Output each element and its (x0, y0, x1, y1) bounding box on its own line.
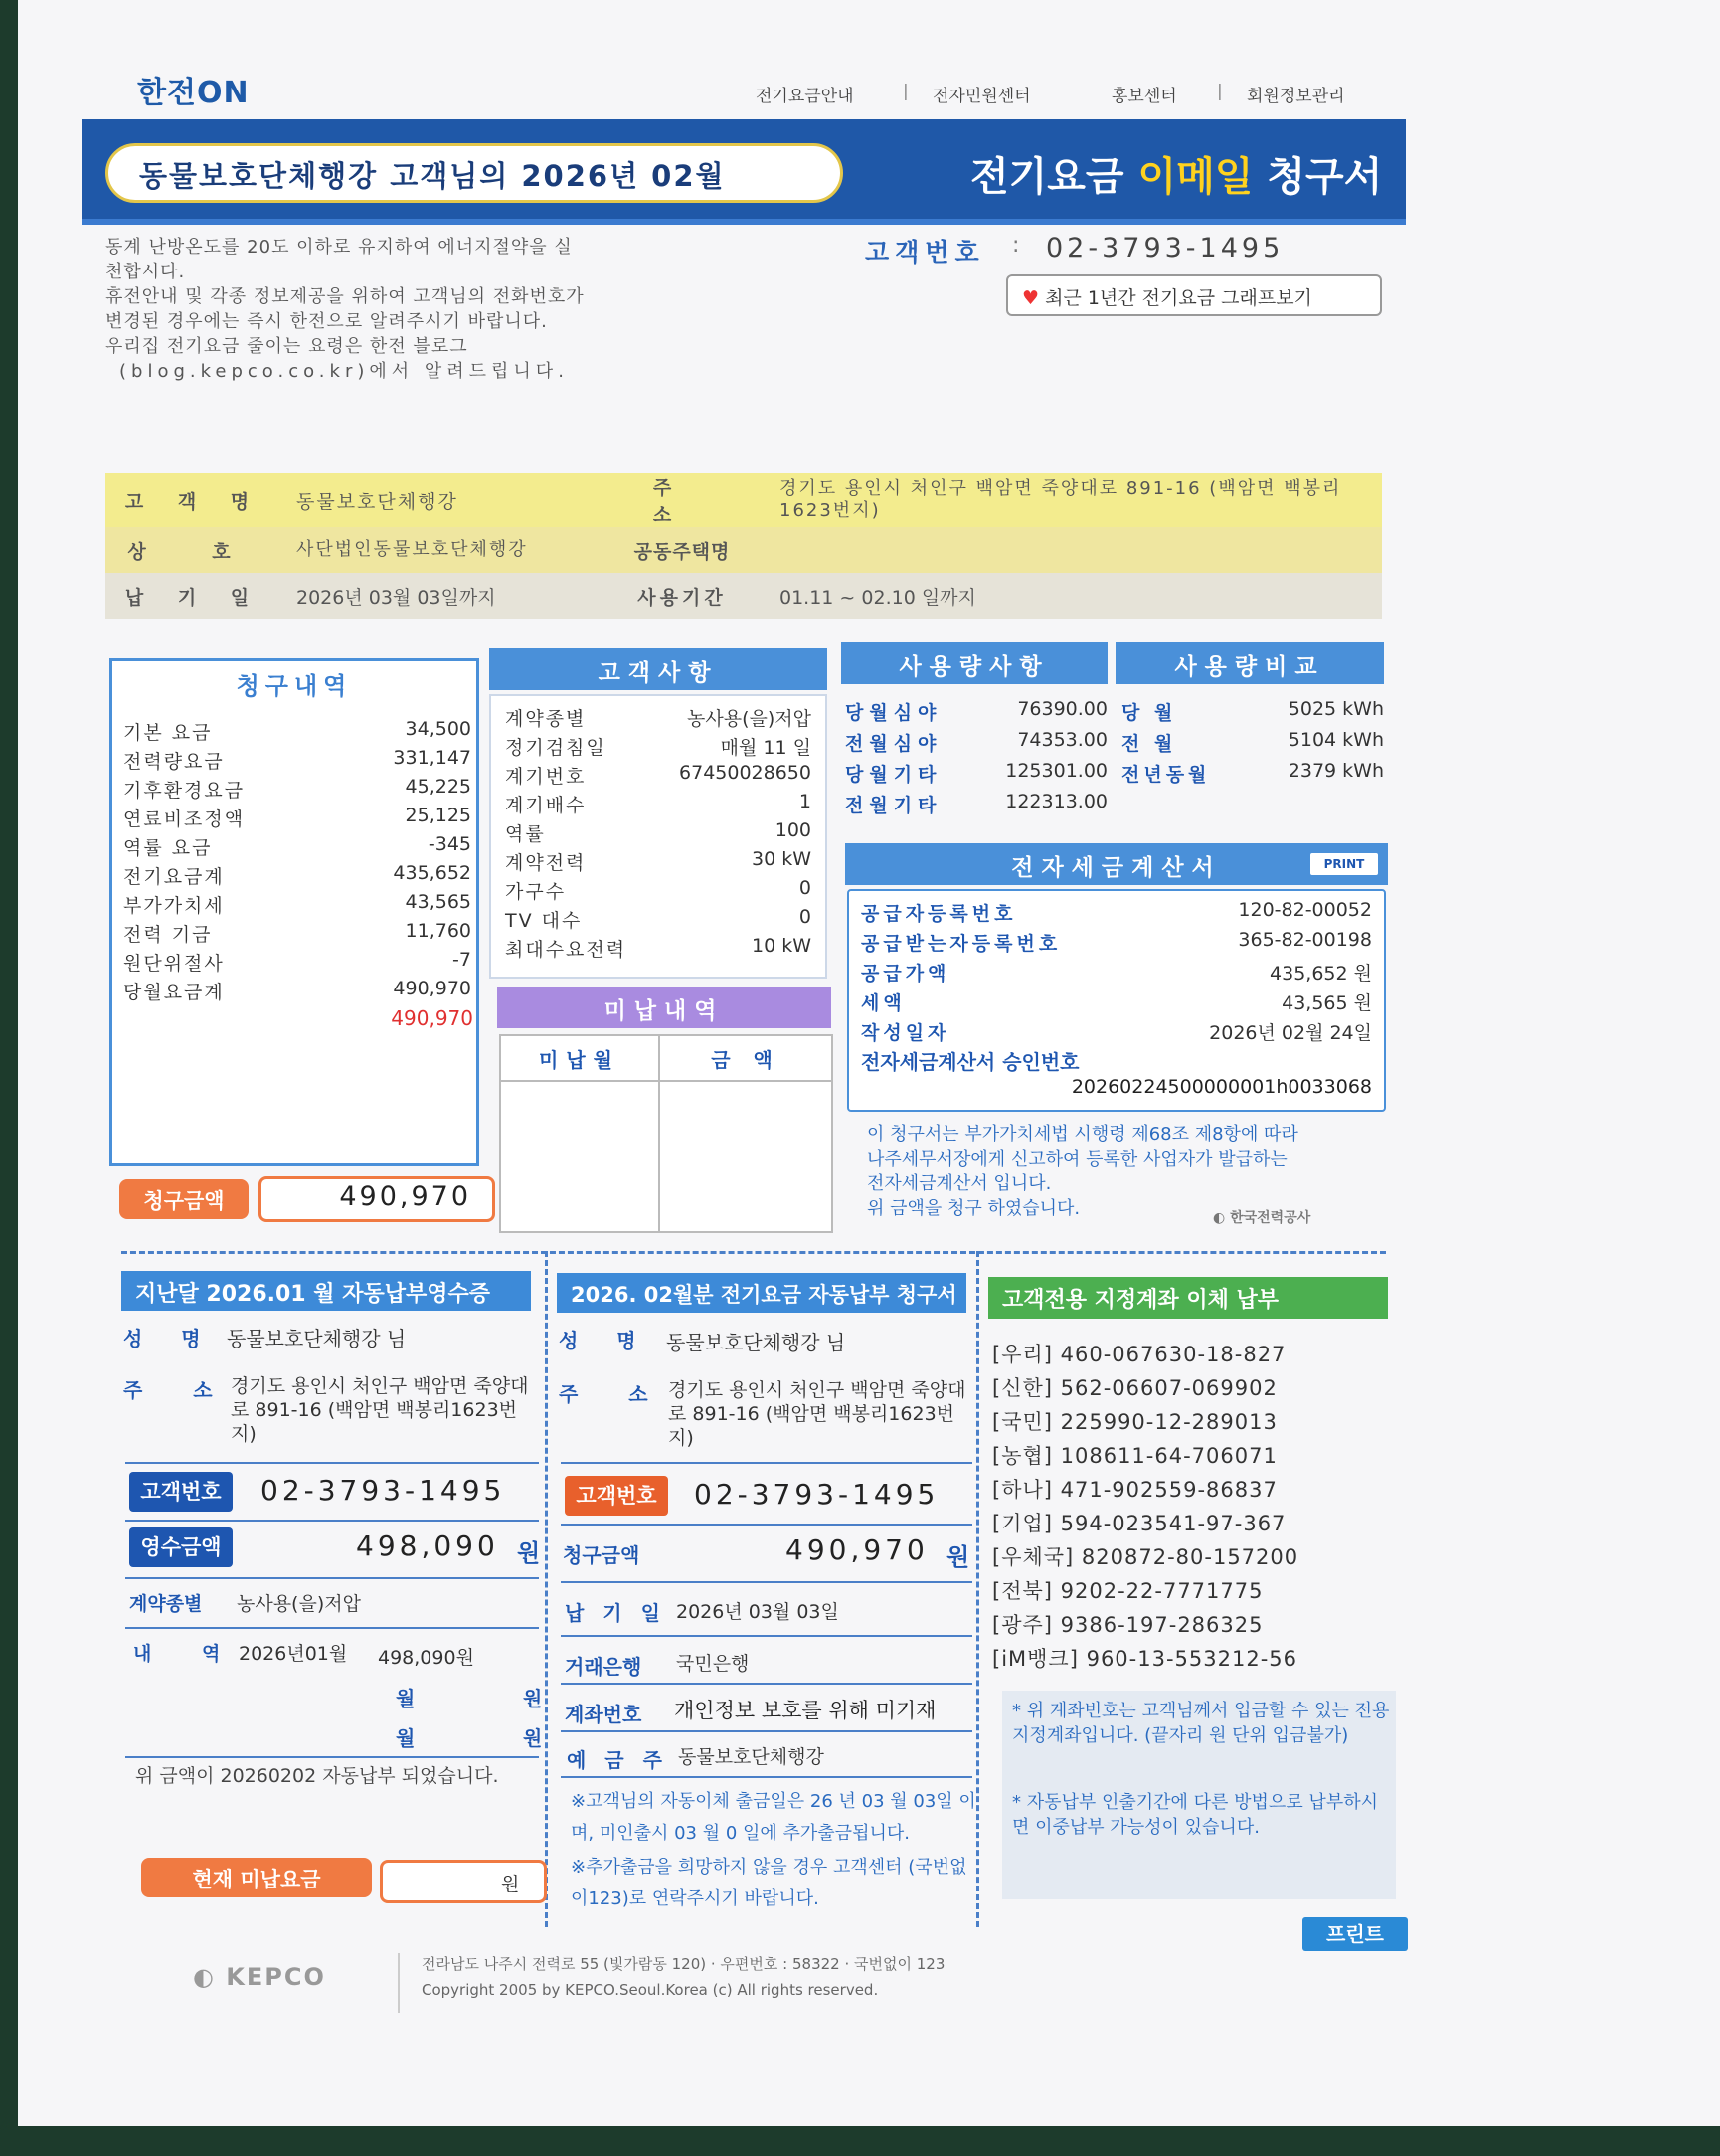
tax-note-line: 이 청구서는 부가가치세법 시행령 제68조 제8항에 따라 (867, 1124, 1298, 1145)
compare-value: 5104 kWh (1288, 729, 1384, 751)
customer-info-row (505, 819, 811, 845)
customer-info-row (505, 935, 811, 961)
tax-label: 공급가액 (861, 963, 950, 985)
charge-value: -7 (452, 949, 471, 971)
bill-title-email: 이메일 (1137, 154, 1254, 200)
bill-sheet (18, 0, 1720, 2126)
autopay-bill-label: 청구금액 (563, 1543, 640, 1567)
account-number: [전북] 9202-22-7771775 (992, 1579, 1264, 1603)
cut-line (121, 1251, 1386, 1254)
charge-label: 전력량요금 (123, 751, 225, 773)
accounts-note-2: * 자동납부 인출기간에 다른 방법으로 납부하시면 이중납부 가능성이 있습니다. (1012, 1792, 1378, 1838)
tax-value: 2026년 02월 24일 (1209, 1022, 1372, 1044)
customer-info-value: 67450028650 (679, 762, 811, 784)
receipt-amount-label: 영수금액 (129, 1527, 233, 1567)
charge-label: 역률 요금 (123, 837, 213, 859)
tax-row (861, 929, 1372, 955)
current-unpaid-won: 원 (501, 1874, 520, 1895)
tax-value: 43,565 원 (1282, 992, 1372, 1014)
usage-value: 76390.00 (1017, 698, 1108, 720)
charge-row (123, 862, 471, 888)
receipt-extra-won: 원 (523, 1726, 543, 1750)
kepco-footer-logo (193, 1963, 326, 1991)
tax-invoice-title: 전자세금계산서 (845, 843, 1388, 885)
compare-label: 전 월 (1121, 733, 1177, 755)
usage-row (845, 791, 1108, 816)
tax-value: 120-82-00052 (1238, 899, 1372, 921)
charge-value: 11,760 (405, 920, 471, 942)
compare-row (1121, 760, 1384, 786)
kepco-mark-icon: ◐ (193, 1963, 227, 1991)
autopay-note-2: ※추가출금을 희망하지 않을 경우 고객센터 (국번없이123)로 연락주시기 바랍니다. (571, 1857, 967, 1909)
charge-row (123, 920, 471, 946)
charge-label: 전기요금계 (123, 866, 225, 888)
compare-value: 2379 kWh (1288, 760, 1384, 782)
divider (125, 1462, 539, 1464)
compare-label: 당 월 (1121, 702, 1177, 724)
unpaid-amount-header: 금 액 (711, 1048, 780, 1072)
autopay-name-label: 성 명 (559, 1329, 652, 1352)
accounts-title: 고객전용 지정계좌 이체 납부 (988, 1277, 1388, 1319)
customer-info-row (505, 733, 811, 759)
charge-value: 25,125 (405, 805, 471, 826)
footer-address: 전라남도 나주시 전력로 55 (빛가람동 120) · 우편번호 : 58322 · 국번없이 123 (422, 1955, 946, 1973)
kepco-mark-icon: ◐ (1213, 1210, 1231, 1226)
heart-icon: ♥ (1022, 287, 1040, 309)
customer-info-row (505, 906, 811, 932)
charges-total-red: 490,970 (391, 1006, 473, 1030)
notice-text (105, 235, 762, 384)
nav-pr-center[interactable]: 홍보센터 (1112, 87, 1177, 106)
charge-row (123, 776, 471, 802)
customer-info-value: 1 (798, 791, 811, 812)
charge-row (123, 805, 471, 830)
usage-period: 01.11 ~ 02.10 일까지 (766, 573, 1382, 619)
name-label: 고 객 명 (105, 473, 282, 527)
nav-divider: | (903, 82, 909, 101)
customer-info-value: 농사용(을)저압 (687, 708, 811, 730)
customer-name: 동물보호단체행강 (282, 473, 599, 527)
customer-info-label: 역률 (505, 823, 546, 845)
footer-copyright: Copyright 2005 by KEPCO.Seoul.Korea (c) All rights reserved. (422, 1981, 879, 1999)
customer-info-label: 최대수요전력 (505, 939, 627, 961)
customer-info-value: 매월 11 일 (720, 737, 811, 759)
receipt-won: 원 (517, 1539, 541, 1567)
charge-value: 34,500 (405, 718, 471, 740)
approval-number: 20260224500000001h0033068 (1071, 1076, 1372, 1098)
customer-no-label: 고객번호 (865, 238, 985, 267)
nav-divider: | (1217, 82, 1223, 101)
notice-line: 동계 난방온도를 20도 이하로 유지하여 에너지절약을 실 (105, 237, 573, 258)
receipt-extra-month: 월 (396, 1687, 416, 1710)
charge-row (123, 891, 471, 917)
usage-value: 125301.00 (1005, 760, 1108, 782)
charge-row (123, 718, 471, 744)
customer-info-label: 계약전력 (505, 852, 587, 874)
customer-info-row (505, 762, 811, 788)
charge-value: 435,652 (393, 862, 471, 884)
kepco-footer-name: KEPCO (226, 1963, 326, 1991)
divider (125, 1577, 539, 1579)
bill-title (970, 145, 1382, 202)
autopay-bank: 국민은행 (676, 1653, 750, 1675)
nav-member-info[interactable]: 회원정보관리 (1247, 87, 1345, 106)
charge-label: 원단위절사 (123, 953, 225, 975)
tax-label: 작성일자 (861, 1022, 950, 1044)
customer-info-value: 30 kW (751, 848, 811, 870)
charge-value: 43,565 (405, 891, 471, 913)
customer-no-sep: : (1012, 233, 1020, 258)
charge-value: -345 (428, 833, 471, 855)
usage-label: 당월심야 (845, 702, 943, 724)
customer-address: 경기도 용인시 처인구 백암면 죽양대로 891-16 (백암면 백봉리1623번지) (766, 473, 1382, 527)
address-label: 주 소 (599, 473, 766, 527)
divider (561, 1730, 972, 1732)
customer-info-value: 100 (774, 819, 811, 841)
divider (561, 1683, 972, 1685)
bill-amount-value: 490,970 (339, 1181, 471, 1212)
autopay-account: 개인정보 보호를 위해 미기재 (674, 1699, 937, 1722)
tax-note-line: 전자세금계산서 입니다. (867, 1173, 1052, 1194)
due-date: 2026년 03월 03일까지 (282, 573, 599, 619)
customer-info-label: 가구수 (505, 881, 567, 903)
charge-value: 45,225 (405, 776, 471, 798)
autopay-holder-label: 예 금 주 (567, 1748, 668, 1772)
tax-note (867, 1122, 1384, 1221)
receipt-addr-label: 주 소 (123, 1378, 235, 1402)
usage-label: 전월심야 (845, 733, 943, 755)
charge-label: 기본 요금 (123, 722, 213, 744)
print-button[interactable]: 프린트 (1302, 1917, 1408, 1951)
charge-row (123, 833, 471, 859)
nav-e-civil[interactable]: 전자민원센터 (933, 87, 1031, 106)
usage-label: 당월기타 (845, 764, 943, 786)
usage-value: 122313.00 (1005, 791, 1108, 812)
autopay-title: 2026. 02월분 전기요금 자동납부 청구서 (557, 1273, 966, 1313)
autopay-holder: 동물보호단체행강 (678, 1746, 824, 1768)
bill-title-part2: 청구서 (1253, 154, 1383, 200)
notice-line: 변경된 경우에는 즉시 한전으로 알려주시기 바랍니다. (105, 311, 548, 332)
receipt-title: 지난달 2026.01 월 자동납부영수증 (121, 1271, 531, 1311)
customer-info-row (505, 848, 811, 874)
account-number: [기업] 594-023541-97-367 (992, 1512, 1287, 1535)
apt-label: 공동주택명 (599, 527, 766, 573)
receipt-name: 동물보호단체행강 님 (227, 1327, 407, 1350)
trade-label: 상 호 (105, 527, 282, 573)
autopay-cust-label: 고객번호 (565, 1476, 668, 1516)
receipt-extra-month: 월 (396, 1726, 416, 1750)
charge-row (123, 978, 471, 1003)
customer-info-row (505, 877, 811, 903)
account-number: [우체국] 820872-80-157200 (992, 1545, 1299, 1569)
receipt-extra-won: 원 (523, 1687, 543, 1710)
customer-info-label: 정기검침일 (505, 737, 606, 759)
customer-info-row (505, 791, 811, 816)
tax-note-line: 위 금액을 청구 하였습니다. (867, 1198, 1081, 1219)
bill-amount-label: 청구금액 (119, 1179, 249, 1219)
trade-name: 사단법인동물보호단체행강 (282, 527, 599, 573)
charge-label: 전력 기금 (123, 924, 213, 946)
customer-info-label: TV 대수 (505, 910, 583, 932)
autopay-addr-label: 주 소 (559, 1382, 670, 1406)
customer-info-row (505, 704, 811, 730)
divider (561, 1581, 972, 1583)
usage-row (845, 729, 1108, 755)
kepco-on-logo[interactable]: 한전ON (137, 76, 250, 110)
divider (125, 1756, 539, 1758)
customer-info-value: 0 (798, 877, 811, 899)
compare-label: 전년동월 (1121, 764, 1211, 786)
receipt-name-label: 성 명 (123, 1327, 217, 1350)
tax-print-button[interactable]: PRINT (1310, 853, 1378, 875)
current-unpaid-button[interactable]: 현재 미납요금 (141, 1858, 372, 1897)
nav-bill-info[interactable]: 전기요금안내 (756, 87, 854, 106)
customer-info-label: 계기번호 (505, 766, 587, 788)
autopay-note-1: ※고객님의 자동이체 출금일은 26 년 03 월 03일 이며, 미인출시 03 월 0 일에 추가출금됩니다. (571, 1791, 976, 1844)
divider (125, 1520, 539, 1522)
charge-label: 당월요금계 (123, 982, 225, 1003)
autopay-due: 2026년 03월 03일 (676, 1601, 839, 1623)
receipt-detail-month: 2026년01월 (239, 1643, 348, 1665)
tax-value: 435,652 원 (1270, 963, 1372, 985)
autopay-bill: 490,970 (785, 1533, 929, 1566)
charge-label: 기후환경요금 (123, 780, 246, 802)
charge-value: 490,970 (393, 978, 471, 999)
apt-name (766, 527, 1382, 573)
footer-divider (398, 1953, 400, 2013)
notice-line: 천합시다. (105, 262, 186, 282)
account-number: [신한] 562-06607-069902 (992, 1376, 1278, 1400)
tax-value: 365-82-00198 (1238, 929, 1372, 951)
yearly-graph-label: 최근 1년간 전기요금 그래프보기 (1045, 287, 1312, 309)
divider (125, 1627, 539, 1629)
compare-row (1121, 698, 1384, 724)
charge-row (123, 747, 471, 773)
receipt-detail-amount: 498,090원 (378, 1647, 474, 1669)
divider (561, 1776, 972, 1778)
due-label: 납 기 일 (105, 573, 282, 619)
account-number: [농협] 108611-64-706071 (992, 1444, 1278, 1468)
notice-line: 휴전안내 및 각종 정보제공을 위하여 고객님의 전화번호가 (105, 286, 585, 307)
tax-label: 공급자등록번호 (861, 903, 1017, 925)
autopay-bank-label: 거래은행 (565, 1655, 642, 1679)
divider (561, 1524, 972, 1526)
receipt-detail-label: 내 역 (133, 1643, 243, 1665)
tax-row (861, 899, 1372, 925)
autopay-name: 동물보호단체행강 님 (666, 1331, 846, 1354)
receipt-contract: 농사용(을)저압 (237, 1593, 361, 1615)
usage-row (845, 698, 1108, 724)
customer-title: 동물보호단체행강 고객님의 2026년 02월 (139, 159, 726, 193)
usage-label: 전월기타 (845, 795, 943, 816)
account-number: [우리] 460-067630-18-827 (992, 1343, 1287, 1366)
autopay-won: 원 (946, 1543, 970, 1571)
autopay-due-label: 납 기 일 (565, 1601, 666, 1625)
tax-row (861, 988, 1372, 1014)
receipt-cust-label: 고객번호 (129, 1472, 233, 1512)
usage-row (845, 760, 1108, 786)
charges-title: 청구내역 (236, 672, 353, 700)
tax-row (861, 959, 1372, 985)
customer-info-title: 고객사항 (489, 648, 827, 690)
autopay-customer-no: 02-3793-1495 (694, 1478, 940, 1511)
account-number: [iM뱅크] 960-13-553212-56 (992, 1647, 1298, 1671)
tax-note-line: 나주세무서장에게 신고하여 등록한 사업자가 발급하는 (867, 1149, 1288, 1169)
receipt-paid-note: 위 금액이 20260202 자동납부 되었습니다. (135, 1765, 499, 1787)
tax-label: 세액 (861, 992, 906, 1014)
unpaid-title: 미납내역 (497, 987, 831, 1028)
divider (561, 1635, 972, 1637)
tax-row (861, 1018, 1372, 1044)
receipt-contract-label: 계약종별 (129, 1593, 203, 1615)
autopay-address: 경기도 용인시 처인구 백암면 죽양대로 891-16 (백암면 백봉리1623번지) (668, 1379, 966, 1449)
unpaid-month-header: 미납월 (539, 1048, 620, 1072)
compare-value: 5025 kWh (1288, 698, 1384, 720)
charge-label: 부가가치세 (123, 895, 225, 917)
customer-info-value: 0 (798, 906, 811, 928)
compare-row (1121, 729, 1384, 755)
customer-info-table (105, 473, 1382, 619)
receipt-customer-no: 02-3793-1495 (260, 1474, 506, 1507)
yearly-graph-button[interactable] (1006, 274, 1382, 316)
bill-title-part1: 전기요금 (970, 154, 1138, 200)
receipt-amount: 498,090 (356, 1529, 499, 1562)
notice-line: (blog.kepco.co.kr)에서 알려드립니다. (119, 361, 569, 382)
compare-title: 사용량비교 (1116, 642, 1384, 684)
customer-info-value: 10 kW (751, 935, 811, 957)
customer-no-value: 02-3793-1495 (1046, 233, 1285, 264)
tax-label: 공급받는자등록번호 (861, 933, 1062, 955)
usage-value: 74353.00 (1017, 729, 1108, 751)
charge-row (123, 949, 471, 975)
kepco-corp-name: 한국전력공사 (1230, 1210, 1311, 1226)
kepco-corp-logo (1213, 1207, 1310, 1227)
receipt-address: 경기도 용인시 처인구 백암면 죽양대로 891-16 (백암면 백봉리1623번지) (231, 1375, 529, 1445)
cut-line-vertical (545, 1251, 548, 1927)
charge-value: 331,147 (393, 747, 471, 769)
notice-line: 우리집 전기요금 줄이는 요령은 한전 블로그 (105, 336, 468, 357)
usage-title: 사용량사항 (841, 642, 1108, 684)
charge-label: 연료비조정액 (123, 808, 246, 830)
account-number: [국민] 225990-12-289013 (992, 1410, 1278, 1434)
customer-info-label: 계약종별 (505, 708, 587, 730)
account-number: [하나] 471-902559-86837 (992, 1478, 1278, 1502)
autopay-acct-label: 계좌번호 (565, 1703, 642, 1726)
divider (561, 1462, 972, 1464)
accounts-note-1: * 위 계좌번호는 고객님께서 입금할 수 있는 전용 지정계좌입니다. (끝자리 원 단위 입금불가) (1012, 1701, 1390, 1746)
account-number: [광주] 9386-197-286325 (992, 1613, 1264, 1637)
approval-label: 전자세금계산서 승인번호 (861, 1050, 1080, 1074)
customer-info-label: 계기배수 (505, 795, 587, 816)
period-label: 사용기간 (599, 573, 766, 619)
current-unpaid-box (380, 1860, 547, 1903)
